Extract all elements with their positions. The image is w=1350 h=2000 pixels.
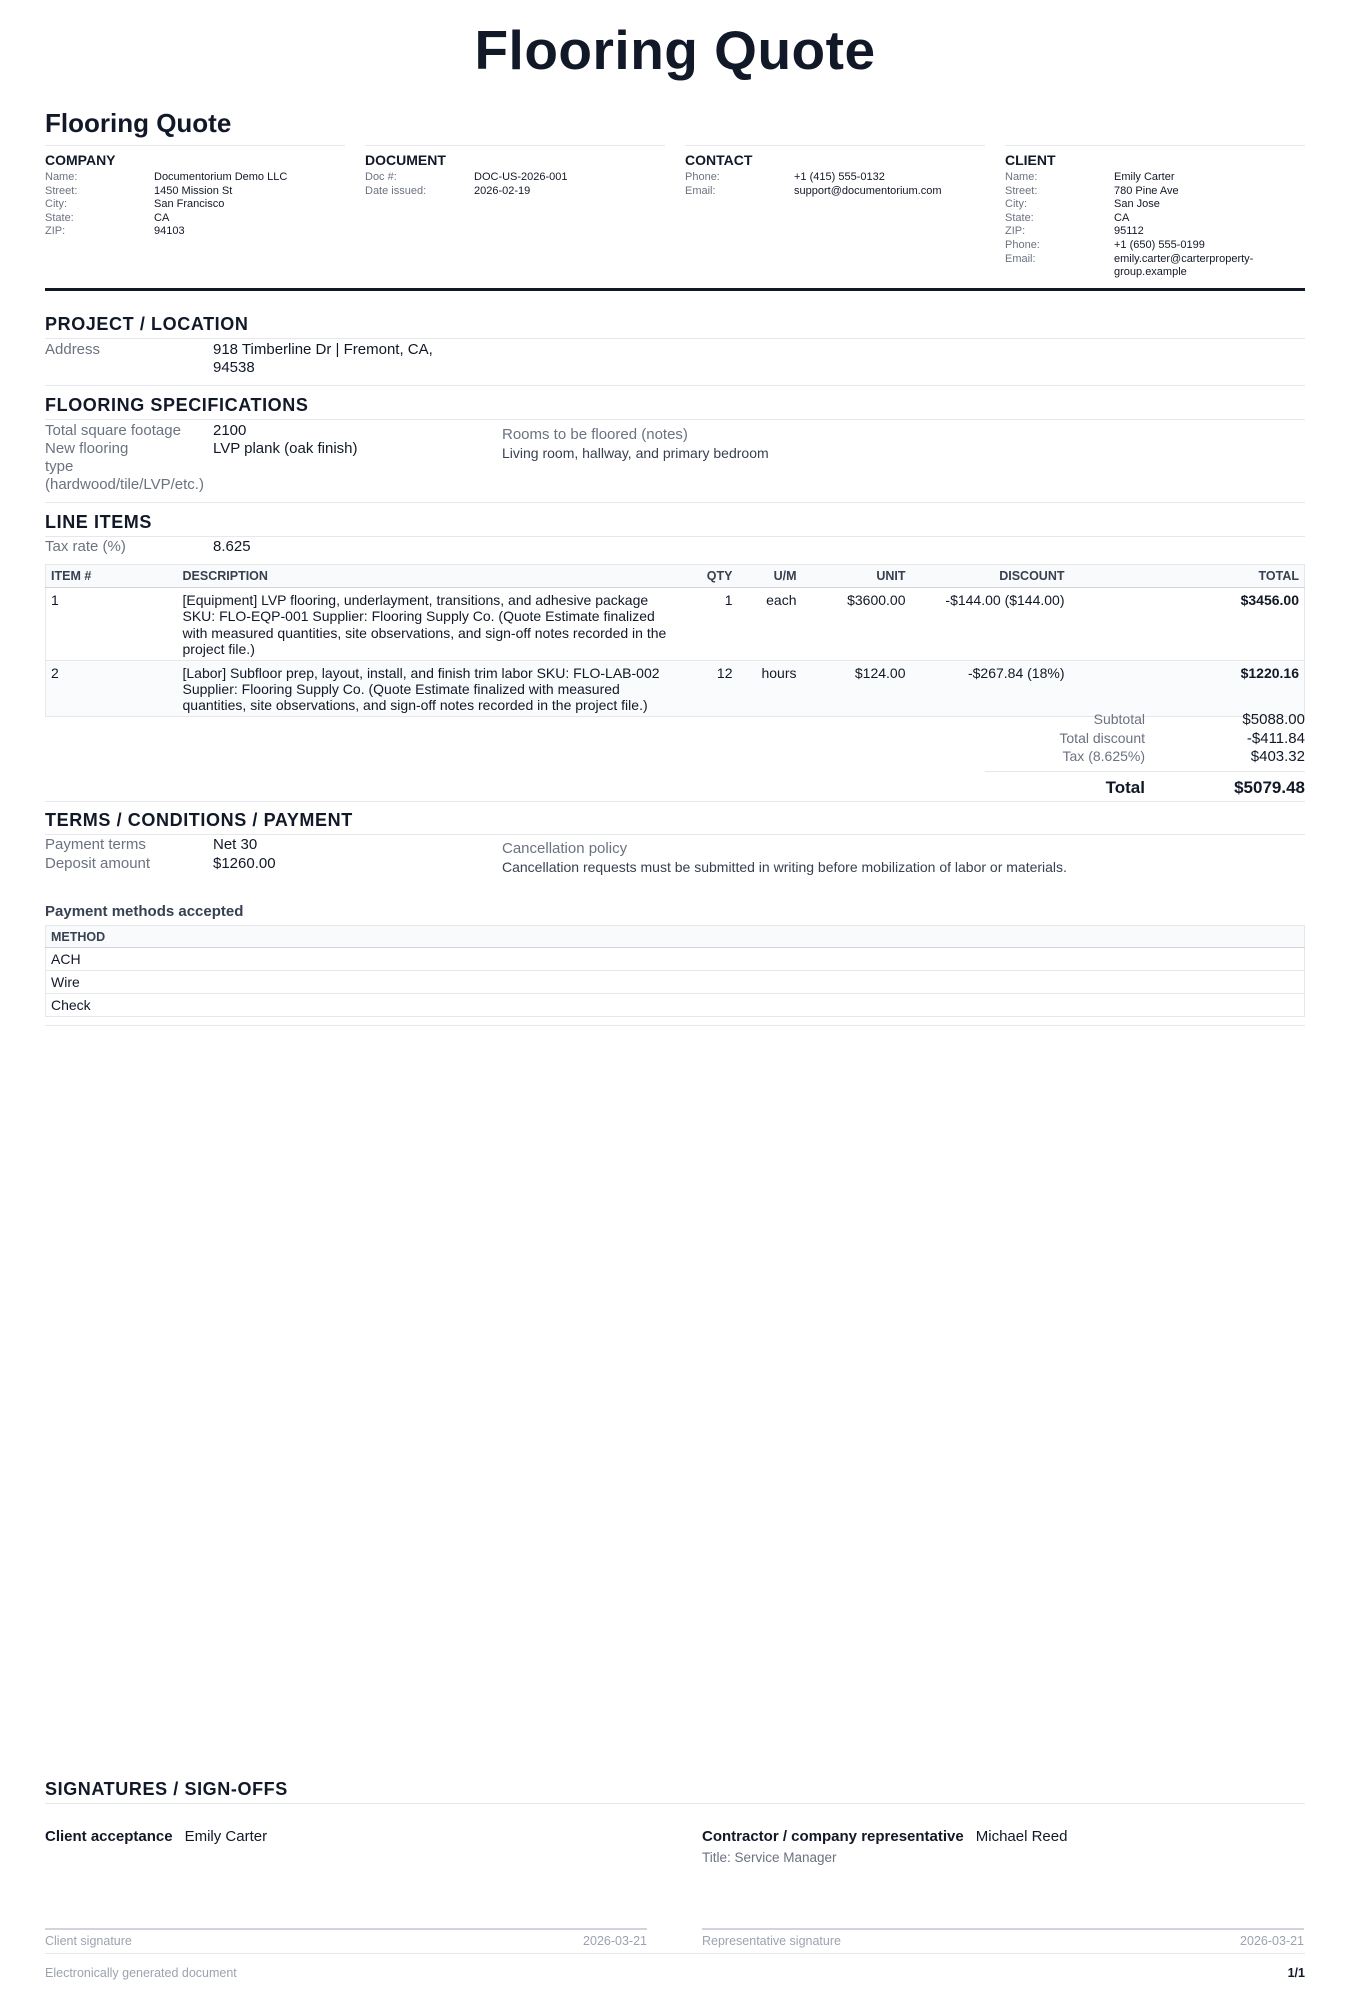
item-um: hours	[738, 660, 802, 716]
info-value: +1 (650) 555-0199	[1114, 238, 1205, 251]
document-page	[45, 0, 1305, 2000]
info-row	[1005, 198, 1305, 212]
page-number: 1/1	[1287, 1966, 1305, 1980]
info-row	[685, 171, 985, 185]
info-value: San Jose	[1114, 198, 1160, 211]
company-heading: COMPANY	[45, 152, 116, 168]
col-description: DESCRIPTION	[178, 565, 678, 588]
item-unit: $3600.00	[802, 588, 911, 661]
info-key: Email:	[685, 184, 716, 197]
rep-label: Contractor / company representative	[702, 1828, 964, 1845]
info-row	[1005, 253, 1305, 280]
info-row	[1005, 212, 1305, 226]
info-row	[45, 171, 345, 185]
info-key: Date issued:	[365, 184, 427, 197]
client-acceptance-label: Client acceptance	[45, 1828, 173, 1845]
address-value: 918 Timberline Dr | Fremont, CA, 94538	[213, 341, 433, 376]
info-value: +1 (415) 555-0132	[794, 171, 885, 183]
col-unit: UNIT	[802, 565, 911, 588]
info-key: City:	[45, 198, 67, 211]
divider	[45, 1025, 1305, 1026]
info-row	[45, 225, 345, 239]
footer	[45, 1953, 1305, 1980]
company-rows	[45, 171, 345, 239]
contact-block	[685, 145, 985, 198]
client-block	[1005, 145, 1305, 280]
item-qty: 12	[678, 660, 738, 716]
info-key: State:	[1005, 211, 1034, 224]
address-label: Address	[45, 341, 101, 358]
info-value: 95112	[1114, 225, 1144, 238]
info-key: Phone:	[685, 171, 720, 183]
project-heading: PROJECT / LOCATION	[45, 314, 1305, 339]
info-row	[1005, 171, 1305, 185]
info-row	[45, 185, 345, 199]
header-grid	[45, 145, 1305, 291]
method-cell: Check	[46, 994, 1305, 1017]
info-row	[1005, 239, 1305, 253]
info-key: ZIP:	[45, 225, 66, 238]
client-rows	[1005, 171, 1305, 280]
tax-rate-value: 8.625	[213, 538, 251, 555]
rep-signature-label: Representative signature	[702, 1934, 841, 1948]
info-key: ZIP:	[1005, 225, 1026, 238]
item-number: 1	[46, 588, 178, 661]
subtotal-label: Subtotal	[1093, 711, 1145, 727]
deposit-value: $1260.00	[213, 855, 276, 872]
discount-value: -$411.84	[1246, 729, 1305, 747]
table-row	[46, 971, 1305, 994]
client-acceptance	[45, 1828, 267, 1845]
document-rows	[365, 171, 665, 198]
col-total: TOTAL	[1070, 565, 1305, 588]
document-heading: DOCUMENT	[365, 152, 446, 168]
info-row	[685, 185, 985, 199]
tax-rate-row	[45, 538, 251, 556]
info-value: 2026-02-19	[474, 184, 531, 197]
client-heading: CLIENT	[1005, 152, 1056, 168]
table-header-row	[46, 926, 1305, 948]
info-value: Emily Carter	[1114, 171, 1175, 183]
info-row	[45, 212, 345, 226]
document-block	[365, 145, 665, 198]
sqft-value: 2100	[213, 422, 247, 439]
payment-terms-row	[45, 836, 257, 854]
rep-name: Michael Reed	[975, 1828, 1068, 1845]
info-key: Name:	[45, 171, 78, 183]
table-row	[46, 660, 1305, 716]
subtotal-value: $5088.00	[1242, 711, 1305, 728]
col-qty: QTY	[678, 565, 738, 588]
payment-terms-label: Payment terms	[45, 836, 146, 853]
col-um: U/M	[738, 565, 802, 588]
rooms-notes	[502, 426, 769, 462]
info-key: Street:	[45, 184, 78, 197]
grand-total-value: $5079.48	[1234, 777, 1305, 797]
deposit-label: Deposit amount	[45, 855, 151, 872]
table-row	[46, 588, 1305, 661]
grand-total-label: Total	[1105, 777, 1145, 797]
method-cell: Wire	[46, 971, 1305, 994]
client-signature-date: 2026-03-21	[583, 1934, 647, 1948]
line-items-heading: LINE ITEMS	[45, 512, 1305, 537]
info-row	[365, 171, 665, 185]
info-value: emily.carter@carterproperty-group.example	[1114, 252, 1254, 279]
item-number: 2	[46, 660, 178, 716]
cancellation-value: Cancellation requests must be submitted in writing before mobilization of labor or materials.	[502, 859, 1067, 875]
info-key: Email:	[1005, 252, 1036, 265]
signatures-heading: SIGNATURES / SIGN-OFFS	[45, 1779, 1305, 1804]
payment-terms-value: Net 30	[213, 836, 258, 853]
client-signature-line[interactable]	[45, 1928, 647, 1948]
info-key: Doc #:	[365, 171, 397, 183]
info-row	[1005, 185, 1305, 199]
info-value: 94103	[154, 225, 185, 238]
table-row	[46, 948, 1305, 971]
discount-row	[985, 730, 1305, 749]
item-discount: -$144.00 ($144.00)	[911, 588, 1070, 661]
terms-heading: TERMS / CONDITIONS / PAYMENT	[45, 810, 1305, 835]
line-items-table	[45, 564, 1305, 717]
company-block	[45, 145, 345, 239]
discount-label: Total discount	[1059, 729, 1145, 746]
rep-acceptance	[702, 1828, 1067, 1845]
deposit-row	[45, 855, 276, 873]
grand-total-row	[985, 771, 1305, 801]
info-key: Phone:	[1005, 238, 1040, 251]
flooring-type-row	[45, 440, 358, 494]
footer-note: Electronically generated document	[45, 1966, 237, 1980]
rooms-value: Living room, hallway, and primary bedroom	[502, 445, 769, 461]
main-title: Flooring Quote	[474, 19, 876, 81]
info-row	[365, 185, 665, 199]
info-row	[1005, 225, 1305, 239]
rooms-label: Rooms to be floored (notes)	[502, 426, 688, 443]
method-cell: ACH	[46, 948, 1305, 971]
info-key: City:	[1005, 198, 1027, 211]
tax-rate-label: Tax rate (%)	[45, 538, 126, 555]
divider	[45, 385, 1305, 386]
address-row	[45, 341, 453, 377]
item-description: [Labor] Subfloor prep, layout, install, and finish trim labor SKU: FLO-LAB-002 Supplier: Flooring Supply Co. (Quote Estimate finalized with measured quantities, site observations, and sign-off notes recorded in the project file.)	[178, 660, 678, 716]
specs-heading: FLOORING SPECIFICATIONS	[45, 395, 1305, 420]
info-value: Documentorium Demo LLC	[154, 171, 288, 183]
info-value: CA	[1114, 211, 1130, 224]
item-unit: $124.00	[802, 660, 911, 716]
item-discount: -$267.84 (18%)	[911, 660, 1070, 716]
item-description: [Equipment] LVP flooring, underlayment, transitions, and adhesive package SKU: FLO-EQP-001 Supplier: Flooring Supply Co. (Quote Estimate finalized with measured quantities, site observations, and sign-off notes recorded in the project file.)	[178, 588, 678, 661]
rep-signature-line[interactable]	[702, 1928, 1304, 1948]
cancellation-label: Cancellation policy	[502, 840, 628, 857]
table-header-row	[46, 565, 1305, 588]
item-total: $3456.00	[1070, 588, 1305, 661]
payment-methods-title: Payment methods accepted	[45, 903, 244, 920]
info-value: CA	[154, 211, 170, 224]
info-value: San Francisco	[154, 198, 225, 211]
flooring-type-value: LVP plank (oak finish)	[213, 440, 358, 457]
info-value: 1450 Mission St	[154, 184, 233, 197]
subtotal-row	[985, 711, 1305, 730]
item-um: each	[738, 588, 802, 661]
client-signature-label: Client signature	[45, 1934, 132, 1948]
tax-row	[985, 748, 1305, 767]
totals-block	[985, 711, 1305, 801]
divider	[45, 801, 1305, 802]
info-value: DOC-US-2026-001	[474, 171, 568, 183]
tax-value: $403.32	[1250, 748, 1305, 765]
contact-rows	[685, 171, 985, 198]
payment-methods-table	[45, 925, 1305, 1017]
sqft-label: Total square footage	[45, 422, 181, 439]
info-key: Name:	[1005, 171, 1038, 183]
cancellation-policy	[502, 840, 1067, 876]
info-key: State:	[45, 211, 74, 224]
table-row	[46, 994, 1305, 1017]
info-value: support@documentorium.com	[794, 184, 942, 197]
col-discount: DISCOUNT	[911, 565, 1070, 588]
contact-heading: CONTACT	[685, 152, 753, 168]
item-qty: 1	[678, 588, 738, 661]
doc-title: Flooring Quote	[45, 108, 232, 138]
item-total: $1220.16	[1070, 660, 1305, 716]
divider	[45, 502, 1305, 503]
flooring-type-label: New flooring type (hardwood/tile/LVP/etc.)	[45, 440, 204, 493]
rep-title: Title: Service Manager	[702, 1850, 837, 1865]
info-key: Street:	[1005, 184, 1038, 197]
sqft-row	[45, 422, 246, 440]
client-acceptance-name: Emily Carter	[184, 1828, 268, 1845]
col-item: ITEM #	[46, 565, 178, 588]
info-value: 780 Pine Ave	[1114, 184, 1179, 197]
tax-label: Tax (8.625%)	[1062, 748, 1145, 764]
info-row	[45, 198, 345, 212]
rep-signature-date: 2026-03-21	[1240, 1934, 1304, 1948]
col-method: METHOD	[46, 926, 1305, 948]
